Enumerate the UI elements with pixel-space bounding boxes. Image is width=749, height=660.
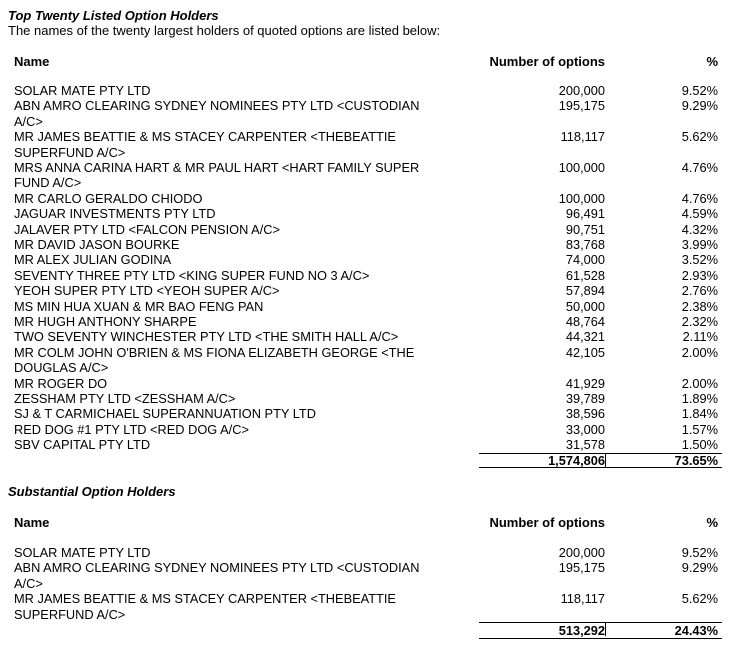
table-row [0, 299, 749, 314]
holder-name: MR ALEX JULIAN GODINA [14, 252, 172, 268]
option-count: 31,578 [565, 437, 605, 453]
option-count: 100,000 [558, 190, 605, 206]
holder-name: SEVENTY THREE PTY LTD <KING SUPER FUND NO 3 A/C> [14, 267, 370, 283]
option-count: 74,000 [565, 252, 605, 268]
holder-name: SOLAR MATE PTY LTD [14, 545, 151, 560]
table-row [0, 222, 749, 237]
holder-name: JALAVER PTY LTD <FALCON PENSION A/C> [14, 221, 280, 237]
table-row [0, 191, 749, 206]
option-percent: 2.32% [681, 314, 718, 329]
option-percent: 1.57% [681, 421, 718, 437]
substantial-header-number: Number of options [489, 515, 605, 530]
holder-name: MS MIN HUA XUAN & MR BAO FENG PAN [14, 298, 264, 314]
option-percent: 1.50% [681, 437, 718, 453]
option-count: 195,175 [558, 98, 605, 114]
table-row [0, 406, 749, 421]
option-percent: 2.00% [681, 375, 718, 391]
top-twenty-title: Top Twenty Listed Option Holders [8, 8, 219, 23]
table-row [0, 545, 749, 560]
table-row [0, 83, 749, 98]
holder-name: RED DOG #1 PTY LTD <RED DOG A/C> [14, 421, 249, 437]
option-count: 118,117 [560, 591, 605, 607]
holder-name: YEOH SUPER PTY LTD <YEOH SUPER A/C> [14, 283, 280, 299]
table-row [0, 283, 749, 298]
option-count: 39,789 [565, 391, 605, 406]
option-percent: 9.29% [681, 560, 718, 576]
table-row [0, 268, 749, 283]
table-row [0, 591, 749, 622]
top-twenty-header-number: Number of options [489, 54, 605, 69]
holder-name: SBV CAPITAL PTY LTD [14, 437, 151, 453]
substantial-total-divider [605, 622, 606, 636]
option-count: 33,000 [565, 421, 605, 437]
top-twenty-header-name: Name [14, 54, 50, 69]
holder-name: MRS ANNA CARINA HART & MR PAUL HART <HART FAMILY SUPER FUND A/C> [14, 160, 420, 191]
option-count: 118,117 [560, 129, 605, 145]
holder-name: MR CARLO GERALDO CHIODO [14, 190, 203, 206]
option-count: 100,000 [558, 160, 605, 175]
holder-name: SOLAR MATE PTY LTD [14, 83, 151, 98]
table-row [0, 391, 749, 406]
table-row [0, 129, 749, 160]
top-twenty-total-divider [605, 453, 606, 467]
option-percent: 1.89% [681, 391, 718, 406]
option-count: 48,764 [565, 314, 605, 329]
holder-name: ZESSHAM PTY LTD <ZESSHAM A/C> [14, 391, 236, 406]
option-count: 83,768 [565, 237, 605, 252]
option-percent: 3.52% [681, 252, 718, 268]
top-twenty-total-underline [479, 467, 722, 468]
substantial-header-name: Name [14, 515, 50, 530]
option-percent: 4.59% [681, 206, 718, 222]
substantial-title: Substantial Option Holders [8, 484, 176, 499]
table-row [0, 329, 749, 344]
option-percent: 2.93% [681, 267, 718, 283]
option-count: 90,751 [565, 221, 605, 237]
holder-name: MR DAVID JASON BOURKE [14, 237, 180, 252]
option-count: 44,321 [565, 329, 605, 345]
option-count: 38,596 [565, 406, 605, 422]
table-row [0, 252, 749, 267]
option-count: 57,894 [565, 283, 605, 299]
option-percent: 2.11% [682, 329, 718, 345]
option-percent: 5.62% [681, 591, 718, 607]
option-percent: 5.62% [681, 129, 718, 145]
holder-name: ABN AMRO CLEARING SYDNEY NOMINEES PTY LTD <CUSTODIAN A/C> [14, 560, 420, 591]
option-percent: 4.76% [681, 190, 718, 206]
holder-name: ABN AMRO CLEARING SYDNEY NOMINEES PTY LTD <CUSTODIAN A/C> [14, 98, 420, 129]
option-count: 96,491 [565, 206, 605, 222]
table-row [0, 206, 749, 221]
table-row [0, 560, 749, 591]
table-row [0, 437, 749, 452]
table-row [0, 98, 749, 129]
substantial-total-percent: 24.43% [674, 623, 718, 638]
top-twenty-total-percent: 73.65% [674, 453, 718, 468]
holder-name: MR HUGH ANTHONY SHARPE [14, 314, 197, 329]
option-percent: 4.76% [681, 160, 718, 175]
substantial-total-number: 513,292 [558, 623, 605, 638]
option-percent: 2.38% [681, 298, 718, 314]
holder-name: MR JAMES BEATTIE & MS STACEY CARPENTER <THEBEATTIE SUPERFUND A/C> [14, 129, 396, 160]
option-percent: 3.99% [681, 237, 718, 252]
substantial-header-percent: % [706, 515, 718, 530]
substantial-total-underline [479, 638, 722, 639]
option-count: 200,000 [558, 83, 605, 98]
holder-name: TWO SEVENTY WINCHESTER PTY LTD <THE SMITH HALL A/C> [14, 329, 399, 345]
holder-name: SJ & T CARMICHAEL SUPERANNUATION PTY LTD [14, 406, 316, 422]
top-twenty-subtitle: The names of the twenty largest holders of quoted options are listed below: [8, 23, 441, 38]
table-row [0, 422, 749, 437]
holder-name: JAGUAR INVESTMENTS PTY LTD [14, 206, 216, 222]
option-percent: 9.52% [681, 545, 718, 560]
table-row [0, 237, 749, 252]
top-twenty-header-percent: % [706, 54, 718, 69]
option-percent: 1.84% [681, 406, 718, 422]
option-count: 42,105 [565, 344, 605, 360]
option-percent: 9.52% [681, 83, 718, 98]
option-count: 195,175 [558, 560, 605, 576]
option-count: 41,929 [565, 375, 605, 391]
table-row [0, 345, 749, 376]
table-row [0, 376, 749, 391]
table-row [0, 160, 749, 191]
option-count: 50,000 [565, 298, 605, 314]
option-percent: 9.29% [681, 98, 718, 114]
table-row [0, 314, 749, 329]
option-count: 61,528 [565, 267, 605, 283]
holder-name: MR COLM JOHN O'BRIEN & MS FIONA ELIZABETH GEORGE <THE DOUGLAS A/C> [14, 344, 415, 376]
holder-name: MR JAMES BEATTIE & MS STACEY CARPENTER <THEBEATTIE SUPERFUND A/C> [14, 591, 396, 622]
top-twenty-total-number: 1,574,806 [548, 453, 605, 468]
option-percent: 4.32% [681, 221, 718, 237]
option-percent: 2.76% [681, 283, 718, 299]
option-percent: 2.00% [681, 344, 718, 360]
holder-name: MR ROGER DO [14, 375, 108, 391]
option-count: 200,000 [558, 545, 605, 560]
